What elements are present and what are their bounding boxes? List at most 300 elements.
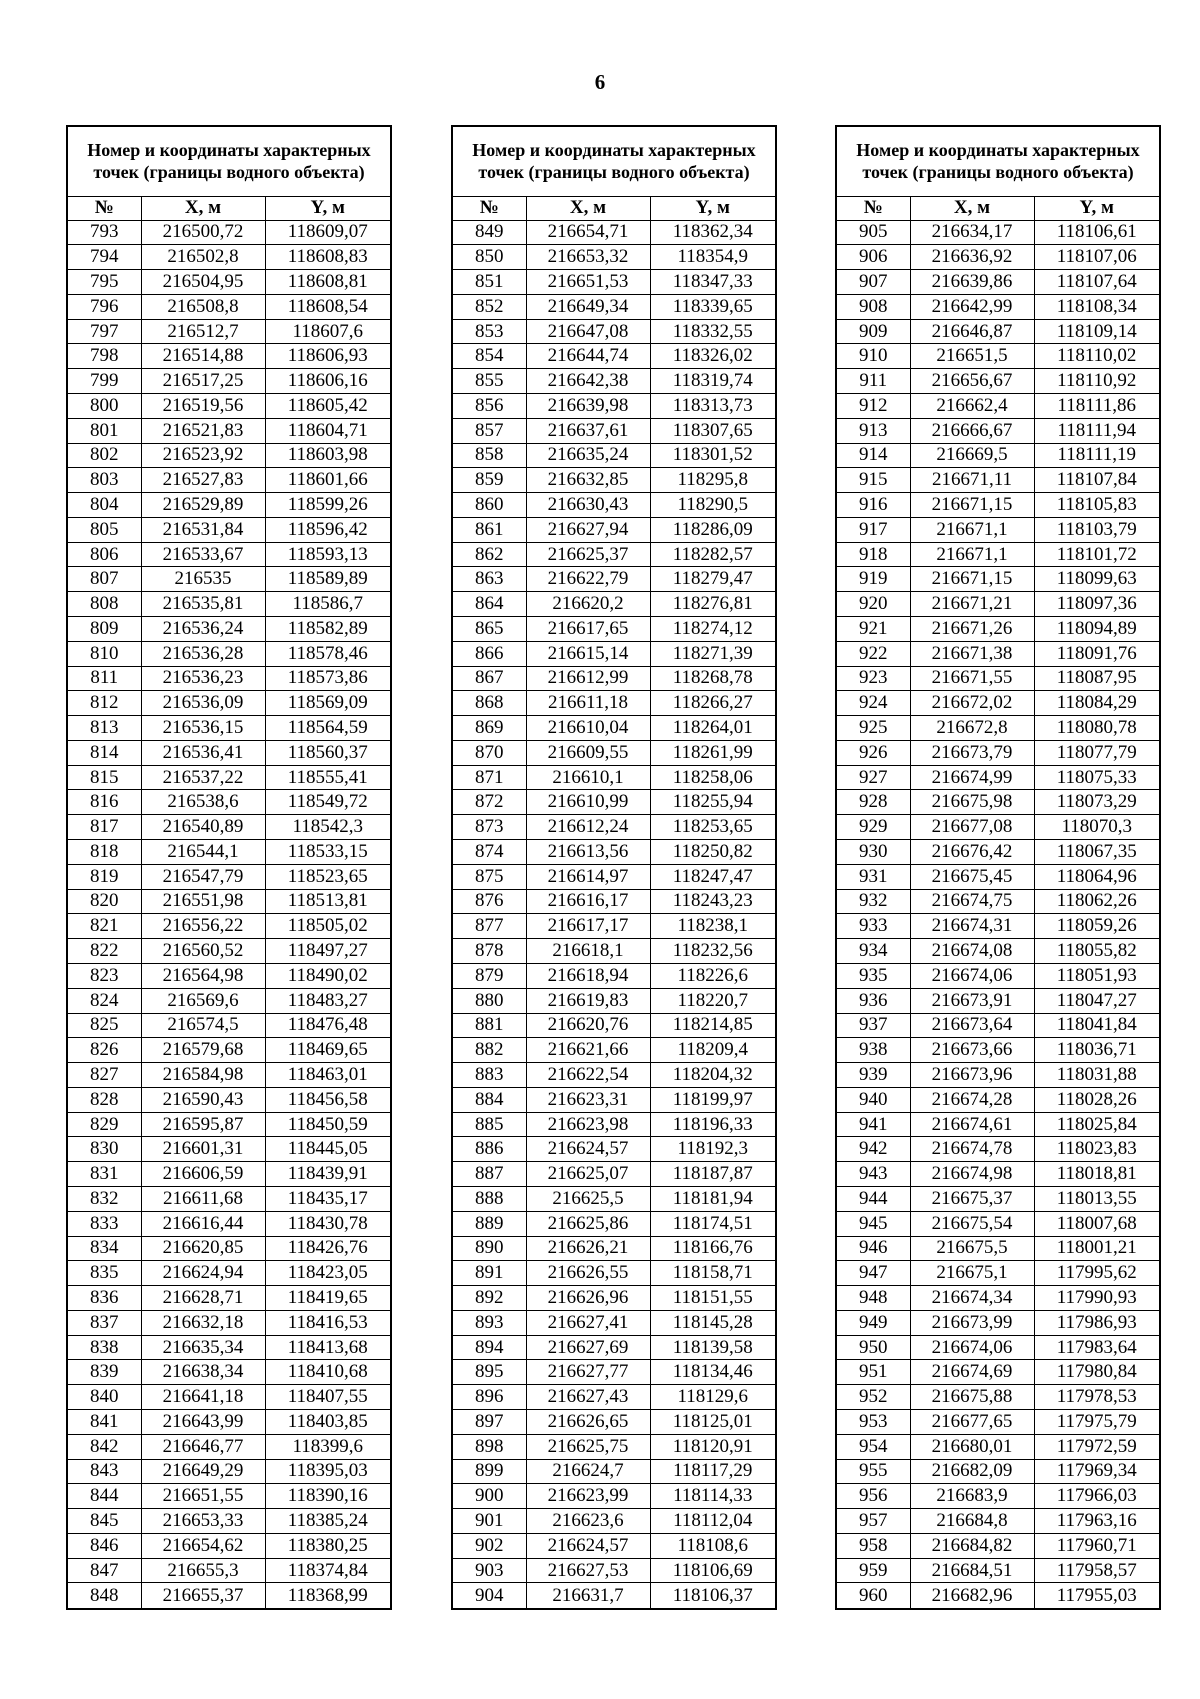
point-number: 838 xyxy=(67,1335,141,1360)
point-number: 818 xyxy=(67,840,141,865)
coord-x: 216535,81 xyxy=(141,592,265,617)
col-header-x: X, м xyxy=(910,196,1034,220)
coord-y: 118573,86 xyxy=(265,666,391,691)
table-row xyxy=(67,1533,391,1558)
coord-x: 216671,15 xyxy=(910,493,1034,518)
point-number: 902 xyxy=(452,1533,526,1558)
coord-x: 216623,6 xyxy=(526,1509,650,1534)
table-row xyxy=(452,1533,776,1558)
point-number: 876 xyxy=(452,889,526,914)
point-number: 822 xyxy=(67,939,141,964)
coord-x: 216666,67 xyxy=(910,418,1034,443)
point-number: 909 xyxy=(836,319,910,344)
coord-x: 216508,8 xyxy=(141,294,265,319)
coord-y: 118220,7 xyxy=(650,988,776,1013)
table-row xyxy=(836,1286,1160,1311)
table-row xyxy=(836,592,1160,617)
coord-y: 118134,46 xyxy=(650,1360,776,1385)
point-number: 942 xyxy=(836,1137,910,1162)
coord-x: 216671,21 xyxy=(910,592,1034,617)
coord-x: 216617,65 xyxy=(526,617,650,642)
point-number: 939 xyxy=(836,1063,910,1088)
table-row xyxy=(836,1087,1160,1112)
col-header-x: X, м xyxy=(526,196,650,220)
point-number: 795 xyxy=(67,270,141,295)
coord-x: 216536,23 xyxy=(141,666,265,691)
table-row xyxy=(452,815,776,840)
point-number: 901 xyxy=(452,1509,526,1534)
table-row xyxy=(836,493,1160,518)
coord-y: 118075,33 xyxy=(1034,765,1160,790)
table-row xyxy=(836,1137,1160,1162)
point-number: 817 xyxy=(67,815,141,840)
point-number: 920 xyxy=(836,592,910,617)
point-number: 845 xyxy=(67,1509,141,1534)
table-row xyxy=(67,1335,391,1360)
coord-x: 216675,37 xyxy=(910,1186,1034,1211)
table-row xyxy=(67,567,391,592)
point-number: 906 xyxy=(836,245,910,270)
table-row xyxy=(452,641,776,666)
coord-y: 118606,16 xyxy=(265,369,391,394)
coord-y: 118307,65 xyxy=(650,418,776,443)
coord-y: 118145,28 xyxy=(650,1310,776,1335)
table-row xyxy=(67,1261,391,1286)
coord-y: 118055,82 xyxy=(1034,939,1160,964)
coord-x: 216674,28 xyxy=(910,1087,1034,1112)
point-number: 948 xyxy=(836,1286,910,1311)
point-number: 855 xyxy=(452,369,526,394)
coord-x: 216669,5 xyxy=(910,443,1034,468)
coord-x: 216641,18 xyxy=(141,1385,265,1410)
table-row xyxy=(452,1162,776,1187)
point-number: 804 xyxy=(67,493,141,518)
coord-x: 216671,11 xyxy=(910,468,1034,493)
point-number: 889 xyxy=(452,1211,526,1236)
coord-y: 118407,55 xyxy=(265,1385,391,1410)
point-number: 872 xyxy=(452,790,526,815)
point-number: 955 xyxy=(836,1459,910,1484)
coord-x: 216654,71 xyxy=(526,220,650,245)
table-row xyxy=(452,517,776,542)
point-number: 959 xyxy=(836,1558,910,1583)
table-row xyxy=(67,369,391,394)
point-number: 803 xyxy=(67,468,141,493)
coord-x: 216627,53 xyxy=(526,1558,650,1583)
coord-x: 216674,99 xyxy=(910,765,1034,790)
coord-x: 216611,68 xyxy=(141,1186,265,1211)
table-row xyxy=(836,1385,1160,1410)
coord-y: 118181,94 xyxy=(650,1186,776,1211)
table-row xyxy=(67,319,391,344)
coord-y: 118196,33 xyxy=(650,1112,776,1137)
point-number: 847 xyxy=(67,1558,141,1583)
coord-x: 216675,88 xyxy=(910,1385,1034,1410)
coord-y: 117986,93 xyxy=(1034,1310,1160,1335)
coord-x: 216529,89 xyxy=(141,493,265,518)
coord-y: 118313,73 xyxy=(650,393,776,418)
coord-x: 216673,99 xyxy=(910,1310,1034,1335)
point-number: 824 xyxy=(67,988,141,1013)
coord-y: 117966,03 xyxy=(1034,1484,1160,1509)
coord-y: 117975,79 xyxy=(1034,1410,1160,1435)
coord-x: 216673,91 xyxy=(910,988,1034,1013)
coord-y: 118410,68 xyxy=(265,1360,391,1385)
point-number: 859 xyxy=(452,468,526,493)
coord-x: 216536,41 xyxy=(141,740,265,765)
coord-x: 216673,64 xyxy=(910,1013,1034,1038)
table-row xyxy=(67,1583,391,1609)
point-number: 915 xyxy=(836,468,910,493)
coord-y: 118094,89 xyxy=(1034,617,1160,642)
point-number: 865 xyxy=(452,617,526,642)
page-number: 6 xyxy=(594,70,606,94)
coord-y: 118286,09 xyxy=(650,517,776,542)
point-number: 809 xyxy=(67,617,141,642)
table-row xyxy=(836,567,1160,592)
point-number: 894 xyxy=(452,1335,526,1360)
coord-y: 118599,26 xyxy=(265,493,391,518)
point-number: 849 xyxy=(452,220,526,245)
table-row xyxy=(836,889,1160,914)
table-row xyxy=(452,740,776,765)
table-row xyxy=(67,344,391,369)
table-row xyxy=(67,1236,391,1261)
point-number: 839 xyxy=(67,1360,141,1385)
point-number: 810 xyxy=(67,641,141,666)
coord-x: 216626,96 xyxy=(526,1286,650,1311)
point-number: 908 xyxy=(836,294,910,319)
coord-x: 216536,15 xyxy=(141,716,265,741)
point-number: 848 xyxy=(67,1583,141,1609)
coord-x: 216619,83 xyxy=(526,988,650,1013)
coord-y: 118608,54 xyxy=(265,294,391,319)
coord-y: 118326,02 xyxy=(650,344,776,369)
point-number: 903 xyxy=(452,1558,526,1583)
coord-y: 118125,01 xyxy=(650,1410,776,1435)
table-row xyxy=(452,1310,776,1335)
coord-y: 118593,13 xyxy=(265,542,391,567)
coord-x: 216656,67 xyxy=(910,369,1034,394)
table-row xyxy=(836,1112,1160,1137)
table-row xyxy=(452,1335,776,1360)
coord-y: 118107,06 xyxy=(1034,245,1160,270)
table-row xyxy=(836,939,1160,964)
coord-x: 216621,66 xyxy=(526,1038,650,1063)
point-number: 938 xyxy=(836,1038,910,1063)
point-number: 890 xyxy=(452,1236,526,1261)
point-number: 806 xyxy=(67,542,141,567)
coord-x: 216684,51 xyxy=(910,1558,1034,1583)
coord-x: 216643,99 xyxy=(141,1410,265,1435)
table-row xyxy=(67,641,391,666)
coord-y: 118589,89 xyxy=(265,567,391,592)
coord-y: 118108,34 xyxy=(1034,294,1160,319)
coord-y: 118166,76 xyxy=(650,1236,776,1261)
coord-y: 118282,57 xyxy=(650,542,776,567)
coord-y: 118476,48 xyxy=(265,1013,391,1038)
coord-x: 216673,96 xyxy=(910,1063,1034,1088)
point-number: 833 xyxy=(67,1211,141,1236)
point-number: 829 xyxy=(67,1112,141,1137)
point-number: 858 xyxy=(452,443,526,468)
point-number: 827 xyxy=(67,1063,141,1088)
coord-y: 118439,91 xyxy=(265,1162,391,1187)
table-row xyxy=(452,443,776,468)
col-header-y: Y, м xyxy=(265,196,391,220)
point-number: 813 xyxy=(67,716,141,741)
point-number: 886 xyxy=(452,1137,526,1162)
table-row xyxy=(836,840,1160,865)
table-row xyxy=(67,393,391,418)
coord-x: 216671,55 xyxy=(910,666,1034,691)
point-number: 926 xyxy=(836,740,910,765)
coord-x: 216612,24 xyxy=(526,815,650,840)
table-row xyxy=(67,1162,391,1187)
coord-x: 216675,1 xyxy=(910,1261,1034,1286)
coord-y: 118505,02 xyxy=(265,914,391,939)
point-number: 897 xyxy=(452,1410,526,1435)
coord-x: 216675,45 xyxy=(910,864,1034,889)
coord-y: 118419,65 xyxy=(265,1286,391,1311)
table-row xyxy=(67,1112,391,1137)
point-number: 821 xyxy=(67,914,141,939)
coord-y: 117980,84 xyxy=(1034,1360,1160,1385)
coord-y: 118555,41 xyxy=(265,765,391,790)
point-number: 904 xyxy=(452,1583,526,1609)
table-row xyxy=(67,517,391,542)
table-row xyxy=(452,294,776,319)
table-row xyxy=(452,988,776,1013)
point-number: 928 xyxy=(836,790,910,815)
coord-x: 216531,84 xyxy=(141,517,265,542)
coord-y: 117958,57 xyxy=(1034,1558,1160,1583)
coord-y: 117955,03 xyxy=(1034,1583,1160,1609)
coord-x: 216651,55 xyxy=(141,1484,265,1509)
coord-y: 118028,26 xyxy=(1034,1087,1160,1112)
coord-y: 118435,17 xyxy=(265,1186,391,1211)
point-number: 860 xyxy=(452,493,526,518)
coord-x: 216653,33 xyxy=(141,1509,265,1534)
coord-y: 118301,52 xyxy=(650,443,776,468)
coord-x: 216674,31 xyxy=(910,914,1034,939)
table-row xyxy=(452,493,776,518)
coord-x: 216610,1 xyxy=(526,765,650,790)
table-row xyxy=(836,1211,1160,1236)
table-row xyxy=(452,1410,776,1435)
coord-x: 216674,75 xyxy=(910,889,1034,914)
coord-y: 118199,97 xyxy=(650,1087,776,1112)
table-row xyxy=(836,369,1160,394)
point-number: 943 xyxy=(836,1162,910,1187)
table-row xyxy=(452,1038,776,1063)
point-number: 814 xyxy=(67,740,141,765)
point-number: 868 xyxy=(452,691,526,716)
table-row xyxy=(67,294,391,319)
coord-y: 118463,01 xyxy=(265,1063,391,1088)
table-row xyxy=(67,815,391,840)
coord-x: 216677,08 xyxy=(910,815,1034,840)
table-row xyxy=(452,716,776,741)
coord-x: 216611,18 xyxy=(526,691,650,716)
coord-x: 216536,28 xyxy=(141,641,265,666)
table-row xyxy=(452,1186,776,1211)
coord-y: 118368,99 xyxy=(265,1583,391,1609)
coord-y: 118250,82 xyxy=(650,840,776,865)
coord-y: 118099,63 xyxy=(1034,567,1160,592)
table-row xyxy=(67,245,391,270)
coord-y: 118560,37 xyxy=(265,740,391,765)
coord-x: 216521,83 xyxy=(141,418,265,443)
coord-y: 118073,29 xyxy=(1034,790,1160,815)
coord-y: 118276,81 xyxy=(650,592,776,617)
table-row xyxy=(67,1310,391,1335)
point-number: 917 xyxy=(836,517,910,542)
table-row xyxy=(836,1410,1160,1435)
coord-x: 216617,17 xyxy=(526,914,650,939)
table-row xyxy=(452,1583,776,1609)
coord-x: 216671,38 xyxy=(910,641,1034,666)
coord-y: 118023,83 xyxy=(1034,1137,1160,1162)
point-number: 826 xyxy=(67,1038,141,1063)
coord-x: 216612,99 xyxy=(526,666,650,691)
point-number: 796 xyxy=(67,294,141,319)
table-row xyxy=(452,1509,776,1534)
table-row xyxy=(67,740,391,765)
point-number: 888 xyxy=(452,1186,526,1211)
point-number: 896 xyxy=(452,1385,526,1410)
point-number: 857 xyxy=(452,418,526,443)
point-number: 944 xyxy=(836,1186,910,1211)
table-row xyxy=(836,691,1160,716)
coord-y: 118187,87 xyxy=(650,1162,776,1187)
coord-x: 216676,42 xyxy=(910,840,1034,865)
coord-x: 216675,5 xyxy=(910,1236,1034,1261)
coord-x: 216651,5 xyxy=(910,344,1034,369)
point-number: 930 xyxy=(836,840,910,865)
table-row xyxy=(67,864,391,889)
point-number: 879 xyxy=(452,963,526,988)
coord-y: 118606,93 xyxy=(265,344,391,369)
coord-x: 216684,82 xyxy=(910,1533,1034,1558)
point-number: 870 xyxy=(452,740,526,765)
point-number: 954 xyxy=(836,1434,910,1459)
coord-y: 118001,21 xyxy=(1034,1236,1160,1261)
table-row xyxy=(452,1484,776,1509)
point-number: 877 xyxy=(452,914,526,939)
coord-x: 216674,34 xyxy=(910,1286,1034,1311)
coord-x: 216620,76 xyxy=(526,1013,650,1038)
point-number: 871 xyxy=(452,765,526,790)
coord-y: 118031,88 xyxy=(1034,1063,1160,1088)
table-row xyxy=(452,592,776,617)
coord-y: 118319,74 xyxy=(650,369,776,394)
point-number: 937 xyxy=(836,1013,910,1038)
coord-y: 118114,33 xyxy=(650,1484,776,1509)
table-row xyxy=(67,1013,391,1038)
point-number: 834 xyxy=(67,1236,141,1261)
coord-x: 216627,43 xyxy=(526,1385,650,1410)
point-number: 823 xyxy=(67,963,141,988)
coord-y: 118483,27 xyxy=(265,988,391,1013)
table-caption: Номер и координаты характерных точек (границы водного объекта) xyxy=(836,126,1160,196)
point-number: 861 xyxy=(452,517,526,542)
table-row xyxy=(452,1013,776,1038)
point-number: 832 xyxy=(67,1186,141,1211)
table-row xyxy=(452,790,776,815)
table-row xyxy=(67,963,391,988)
table-row xyxy=(836,393,1160,418)
point-number: 867 xyxy=(452,666,526,691)
point-number: 866 xyxy=(452,641,526,666)
table-row xyxy=(67,443,391,468)
coord-y: 118111,86 xyxy=(1034,393,1160,418)
coord-y: 117960,71 xyxy=(1034,1533,1160,1558)
coord-y: 118456,58 xyxy=(265,1087,391,1112)
point-number: 887 xyxy=(452,1162,526,1187)
coord-y: 118174,51 xyxy=(650,1211,776,1236)
table-row xyxy=(836,468,1160,493)
point-number: 882 xyxy=(452,1038,526,1063)
table-row xyxy=(67,493,391,518)
table-row xyxy=(67,1434,391,1459)
col-header-y: Y, м xyxy=(1034,196,1160,220)
point-number: 933 xyxy=(836,914,910,939)
point-number: 816 xyxy=(67,790,141,815)
coord-x: 216672,8 xyxy=(910,716,1034,741)
coord-y: 118192,3 xyxy=(650,1137,776,1162)
coord-y: 118601,66 xyxy=(265,468,391,493)
coord-x: 216538,6 xyxy=(141,790,265,815)
coord-x: 216551,98 xyxy=(141,889,265,914)
point-number: 932 xyxy=(836,889,910,914)
coord-y: 118243,23 xyxy=(650,889,776,914)
table-row xyxy=(67,889,391,914)
point-number: 947 xyxy=(836,1261,910,1286)
point-number: 846 xyxy=(67,1533,141,1558)
coord-x: 216547,79 xyxy=(141,864,265,889)
table-row xyxy=(836,641,1160,666)
table-row xyxy=(452,1558,776,1583)
coord-y: 118608,81 xyxy=(265,270,391,295)
coord-y: 118106,61 xyxy=(1034,220,1160,245)
coord-y: 118238,1 xyxy=(650,914,776,939)
coord-y: 118084,29 xyxy=(1034,691,1160,716)
table-row xyxy=(452,939,776,964)
table-row xyxy=(836,542,1160,567)
coord-y: 118603,98 xyxy=(265,443,391,468)
coord-y: 118582,89 xyxy=(265,617,391,642)
point-number: 883 xyxy=(452,1063,526,1088)
table-row xyxy=(836,666,1160,691)
coord-y: 118117,29 xyxy=(650,1459,776,1484)
point-number: 905 xyxy=(836,220,910,245)
coord-x: 216634,17 xyxy=(910,220,1034,245)
table-row xyxy=(67,468,391,493)
table-row xyxy=(452,1236,776,1261)
coord-y: 117978,53 xyxy=(1034,1385,1160,1410)
coord-y: 118209,4 xyxy=(650,1038,776,1063)
point-number: 830 xyxy=(67,1137,141,1162)
point-number: 853 xyxy=(452,319,526,344)
point-number: 794 xyxy=(67,245,141,270)
coord-y: 118274,12 xyxy=(650,617,776,642)
coord-x: 216632,18 xyxy=(141,1310,265,1335)
point-number: 949 xyxy=(836,1310,910,1335)
table-row xyxy=(452,220,776,245)
coord-x: 216671,1 xyxy=(910,542,1034,567)
point-number: 918 xyxy=(836,542,910,567)
